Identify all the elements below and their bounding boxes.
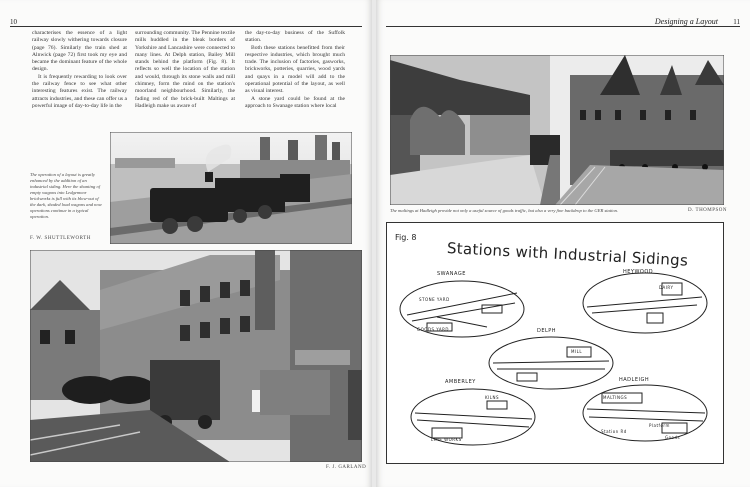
note-lime-works: LIME WORKS [431,437,462,442]
station-plans-drawing [387,223,725,465]
brickworks-credit: F. W. SHUTTLEWORTH [30,236,91,241]
station-label-amberley: AMBERLEY [445,379,476,385]
text-column-1 [32,30,127,110]
figure-number: Fig. 8 [395,233,417,242]
paragraph: characterises the essence of a light railway slowly withering towards closure (page 76). Similarly the train shed at Alnwick (page 72) first took my eye and became the dominant feature of the whole design. [32,30,127,73]
paragraph: surrounding community. The Pennine textile mills huddled in the bleak borders of Yorkshire and Lancashire were connected to many lines. At Delph station, Bailey Mill stands behind the platform (Fig. 8). It reflects so well the location of the station and would, through its stone walls and mill chimney, form the mind on the station's moorland neighbourhood. Similarly, the fading red of the brick-built Maltings at Hadleigh make us aware of [135,30,235,109]
fig-8-diagram [386,222,724,464]
industrial-siding-photo [30,250,362,462]
text-column-3 [245,30,345,110]
right-page-number: 11 [733,18,740,26]
running-title: Designing a Layout [654,17,718,26]
note-dairy: DAIRY [659,285,674,290]
right-page-header [386,17,740,27]
left-page-number: 10 [10,18,17,26]
paragraph: It is frequently rewarding to look over the railway fence to see what other interesting features exist. The railway attracts industries, and these can offer us a powerful image of day-to-day life in the [32,73,127,109]
station-label-swanage: SWANAGE [437,271,466,277]
heywood-plan [583,273,707,333]
paragraph: Both these stations benefitted from their respective industries, which brought much trade. The inclusion of factories, gasworks, brickworks, potteries, quarries, wood yards and quays in a model will add to the operational potential of the layout, as well as visual interest. [245,44,345,95]
figure-title: Stations with Industrial Sidings [446,239,689,270]
station-label-hadleigh: HADLEIGH [619,377,650,383]
note-kilns: KILNS [485,395,500,400]
amberley-plan [411,389,535,445]
paragraph: the day-to-day business of the Suffolk station. [245,30,345,44]
text-column-2 [135,30,235,110]
station-label-heywood: HEYWOOD [623,269,654,275]
siding-photo-credit: F. J. GARLAND [326,465,367,470]
note-stone-yard: STONE YARD [419,297,450,302]
left-page [0,0,372,487]
note-station-road: Station Rd [601,429,627,434]
right-page [376,0,750,487]
note-mill: MILL [571,349,583,354]
paragraph: A stone yard could be found at the approach to Swanage station where local [245,95,345,109]
note-platform: Platform [649,423,670,428]
hadleigh-caption: The maltings at Hadleigh provide not only a useful source of goods traffic, but also a very fine backdrop to the GER station. [390,208,619,213]
station-label-delph: DELPH [537,328,557,334]
brickworks-photo [110,132,352,244]
left-page-header [10,17,362,27]
note-goods: Goods [665,435,681,440]
hadleigh-station-photo [390,55,724,205]
hadleigh-credit: D. THOMPSON [688,208,728,213]
brickworks-caption: The operation of a layout is greatly enhanced by the addition of an industrial siding. Here the shunting of empty wagons into Ledgemoor brickworks is full with its blow-out of the dark, shaded load wagons and now operations continue in a typical operation. [30,172,102,219]
note-maltings: MALTINGS [603,395,628,400]
note-goods-yard: GOODS YARD [417,327,450,332]
